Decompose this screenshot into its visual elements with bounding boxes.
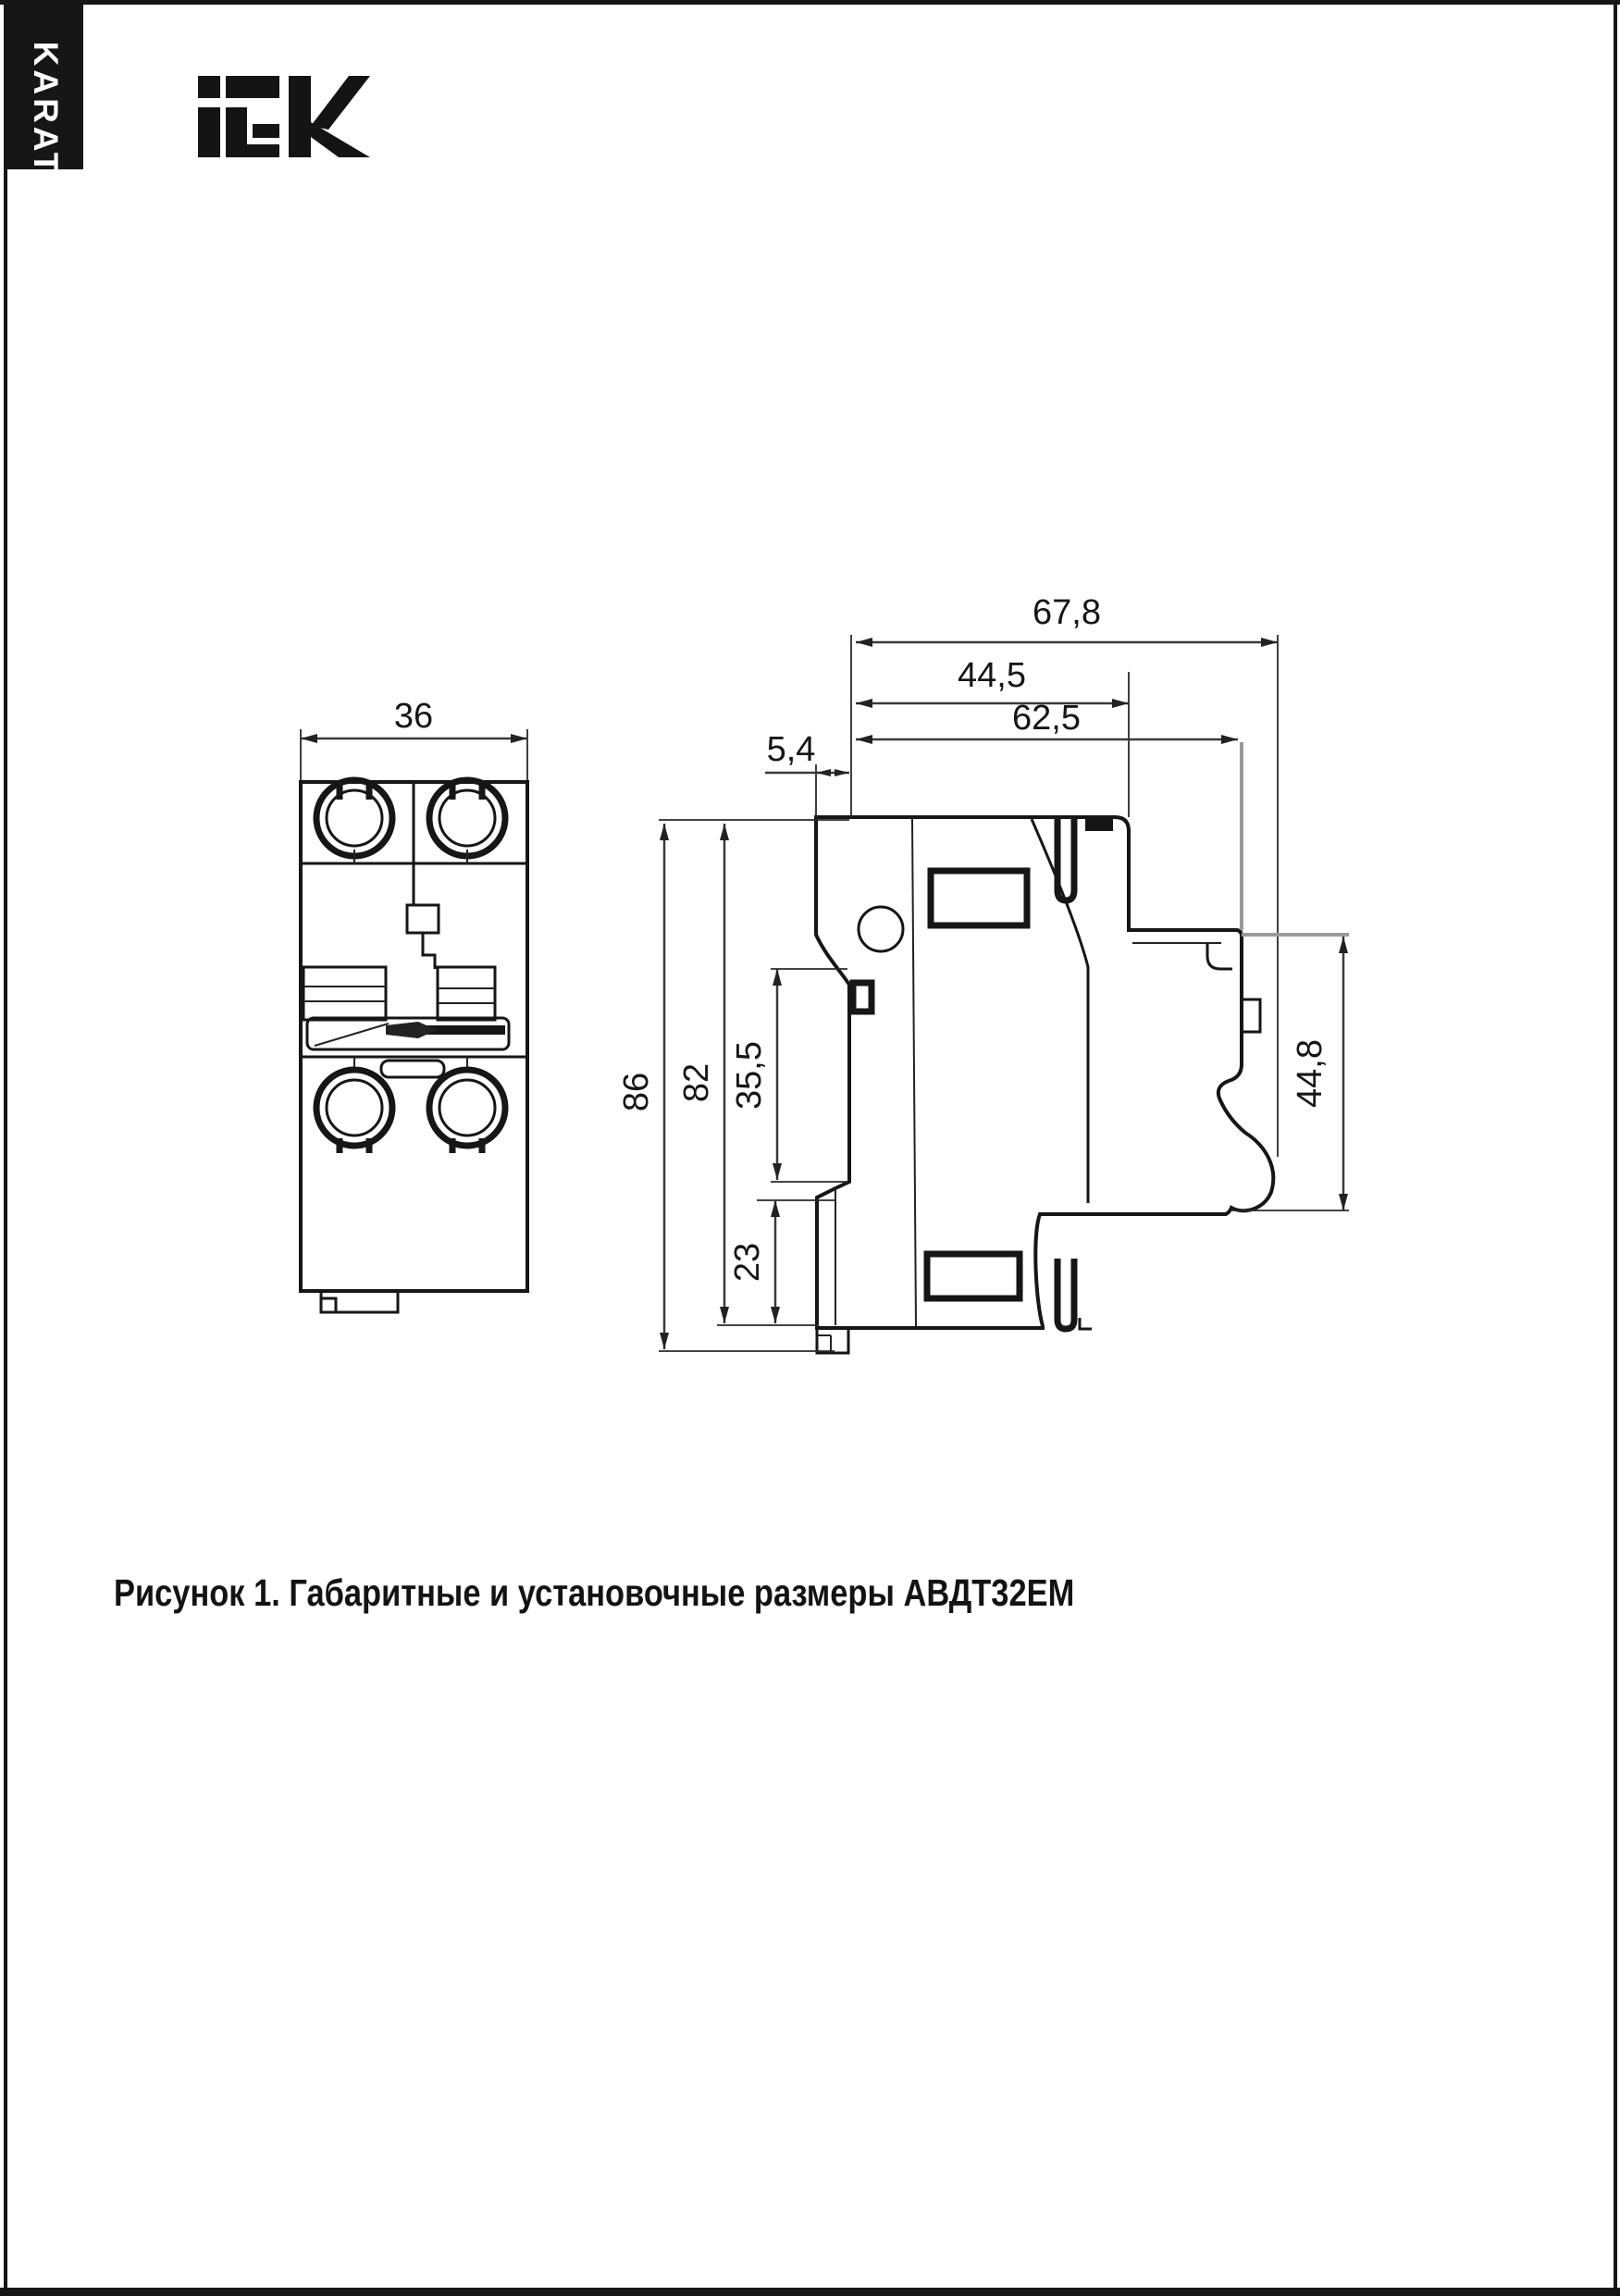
front-middle-section bbox=[303, 863, 509, 1049]
side-test-button bbox=[859, 907, 903, 951]
side-lower-rail-jaw bbox=[1057, 1259, 1074, 1329]
dim-overall-height: 86 bbox=[617, 1072, 656, 1112]
front-view bbox=[301, 697, 527, 1312]
side-bottom-label-window bbox=[927, 1254, 1020, 1298]
front-bottom-terminals bbox=[316, 1057, 505, 1153]
front-din-tab bbox=[321, 1291, 398, 1312]
dim-toggle-protrusion: 5,4 bbox=[766, 730, 816, 769]
dim-body-height: 82 bbox=[677, 1062, 716, 1103]
dim-overall-depth: 67,8 bbox=[1033, 593, 1101, 632]
dim-front-width: 36 bbox=[393, 697, 434, 736]
karat-series-label: KARAT bbox=[27, 41, 65, 178]
front-top-terminals bbox=[316, 780, 505, 863]
side-top-label-window bbox=[931, 871, 1027, 925]
side-din-tab bbox=[817, 1328, 848, 1353]
dim-body-depth: 44,5 bbox=[958, 656, 1026, 695]
side-upper-rail-jaw bbox=[1057, 817, 1074, 900]
test-button bbox=[407, 905, 439, 933]
dim-din-slot-height: 44,8 bbox=[1291, 1039, 1329, 1108]
dim-lower-section: 23 bbox=[728, 1242, 767, 1283]
figure-caption: Рисунок 1. Габаритные и установочные размеры АВДТ32ЕМ bbox=[114, 1571, 1075, 1614]
side-body-outline bbox=[814, 817, 1273, 1328]
dim-upper-section: 35,5 bbox=[730, 1041, 769, 1110]
side-view-dimensions bbox=[617, 593, 1349, 1351]
dim-depth-to-clip: 62,5 bbox=[1012, 699, 1081, 738]
side-view bbox=[814, 817, 1273, 1353]
